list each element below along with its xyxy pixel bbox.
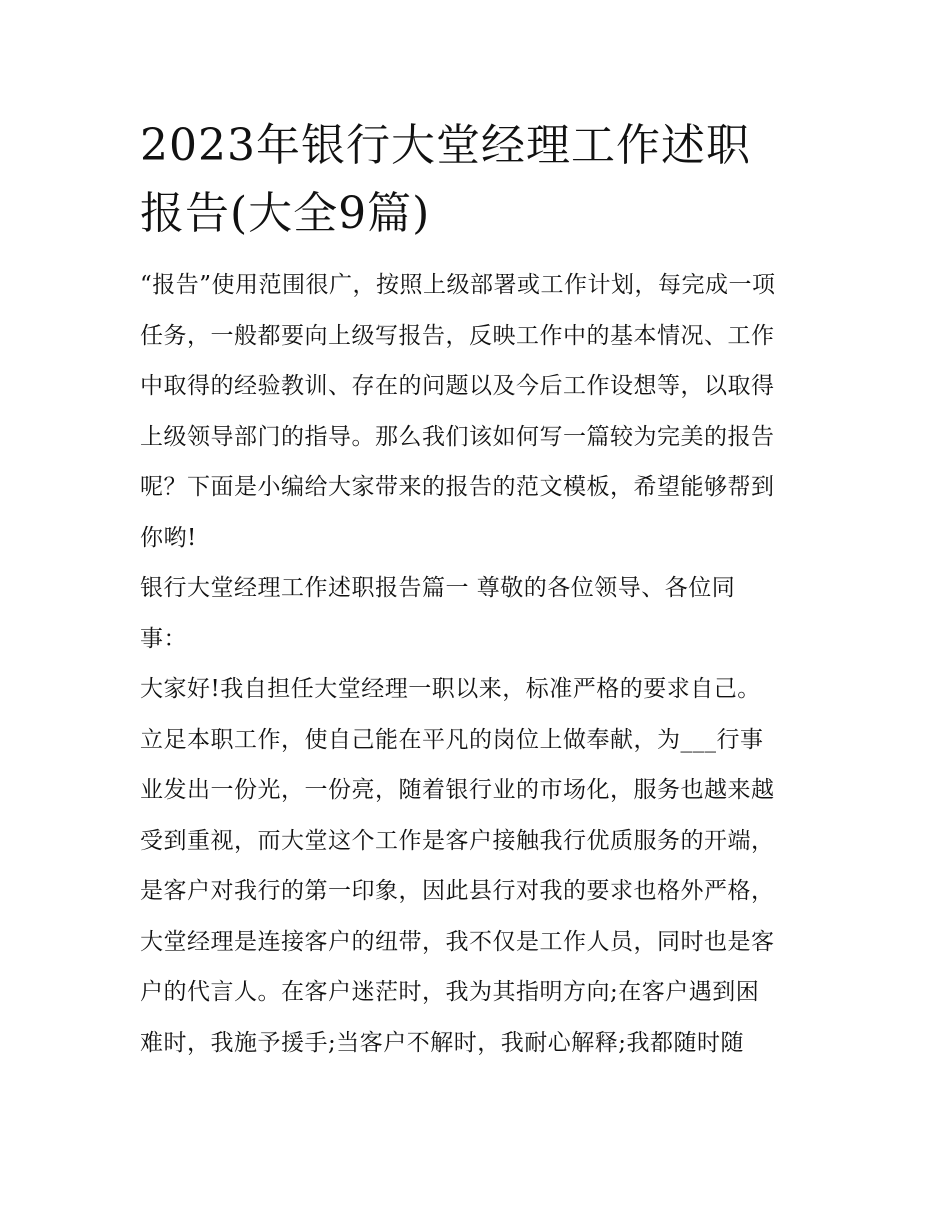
text-line: 呢？下面是小编给大家带来的报告的范文模板，希望能够帮到	[140, 474, 775, 500]
text-line: 受到重视，而大堂这个工作是客户接触我行优质服务的开端，	[140, 827, 775, 854]
intro-paragraph	[140, 260, 820, 563]
text-line: 立足本职工作，使自己能在平凡的岗位上做奉献，为___行事	[140, 726, 764, 753]
document-page	[140, 112, 820, 1068]
text-line: 业发出一份光，一份亮，随着银行业的市场化，服务也越来越	[140, 777, 775, 803]
text-line: 任务，一般都要向上级写报告，反映工作中的基本情况、工作	[140, 322, 775, 349]
section-heading	[140, 563, 820, 664]
text-line: 事：	[140, 625, 187, 652]
text-line: “报告”使用范围很广，按照上级部署或工作计划，每完成一项	[140, 272, 776, 298]
text-line: 银行大堂经理工作述职报告篇一 尊敬的各位领导、各位同	[140, 575, 736, 601]
body-paragraph	[140, 664, 820, 1068]
title-line: 2023年银行大堂经理工作述职	[140, 120, 751, 171]
text-line: 户的代言人。在客户迷茫时，我为其指明方向;在客户遇到困	[140, 979, 760, 1005]
text-line: 大堂经理是连接客户的纽带，我不仅是工作人员，同时也是客	[140, 928, 775, 955]
title-line: 报告(大全9篇)	[140, 188, 431, 239]
text-line: 难时，我施予援手;当客户不解时，我耐心解释;我都随时随	[140, 1029, 744, 1056]
document-title	[140, 112, 820, 248]
text-line: 上级领导部门的指导。那么我们该如何写一篇较为完美的报告	[140, 423, 775, 450]
text-line: 是客户对我行的第一印象，因此县行对我的要求也格外严格，	[140, 878, 775, 904]
text-line: 中取得的经验教训、存在的问题以及今后工作设想等，以取得	[140, 373, 775, 399]
text-line: 大家好!我自担任大堂经理一职以来，标准严格的要求自己。	[140, 676, 761, 702]
text-line: 你哟!	[140, 524, 197, 551]
